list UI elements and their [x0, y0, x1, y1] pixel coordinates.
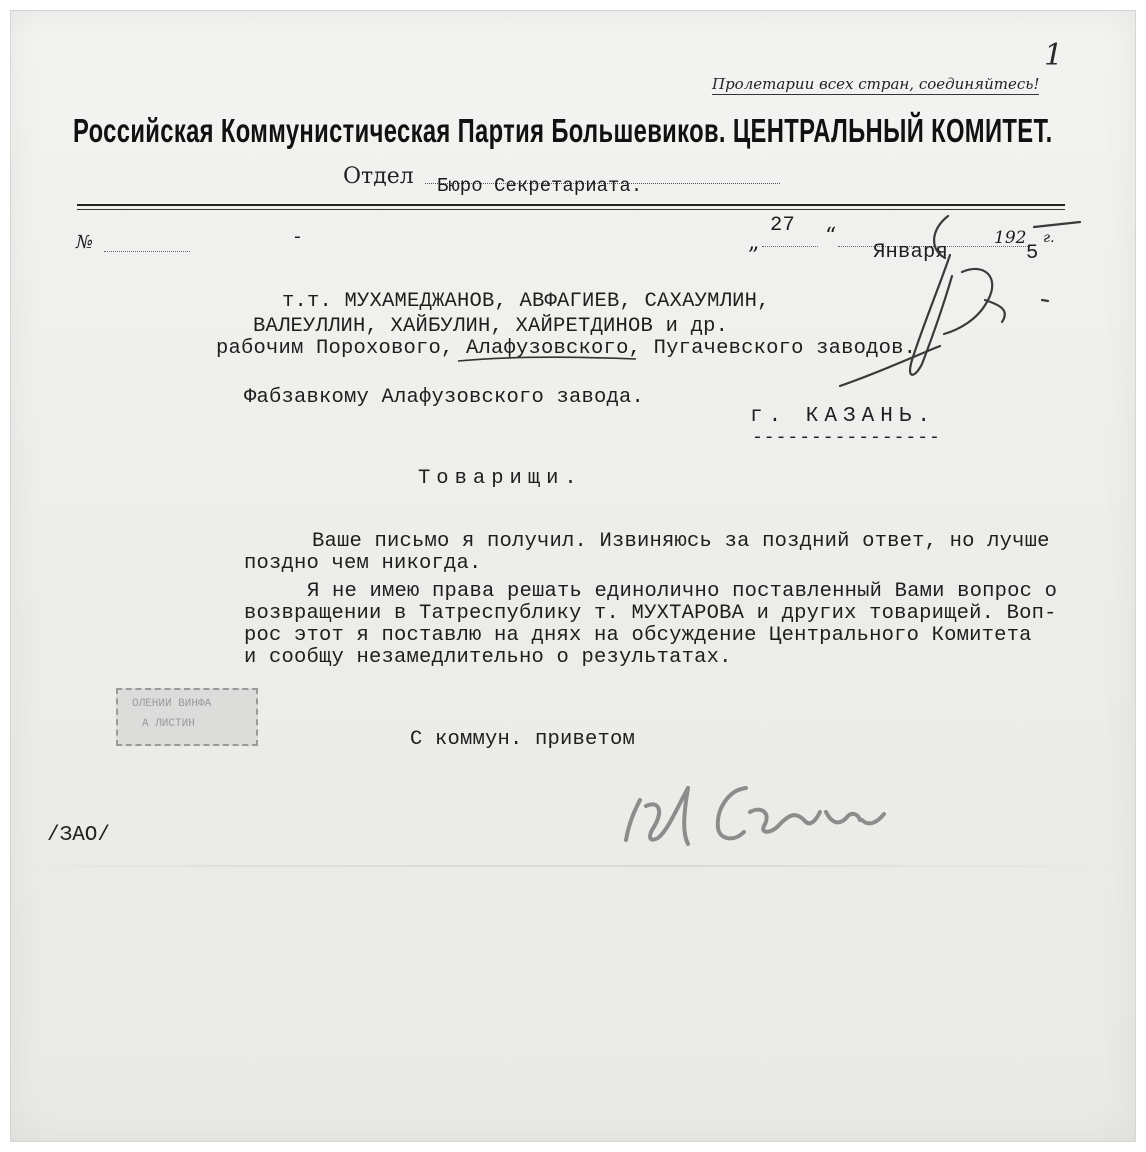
- filing-code: /ЗАО/: [47, 824, 111, 847]
- department-value: Бюро Секретариата.: [437, 175, 643, 197]
- addressee-line-3: рабочим Порохового, Алафузовского, Пугачевского заводов.: [216, 337, 917, 360]
- date-year-suffix: г.: [1043, 230, 1055, 246]
- stamp-line-1: ОЛЕНИИ ВИНФА: [132, 698, 212, 710]
- date-year-digit: 5: [1026, 242, 1039, 265]
- body-line: поздно чем никогда.: [244, 552, 482, 575]
- pencil-annotation-mark: [840, 216, 1080, 386]
- date-close-quote: “: [825, 224, 837, 249]
- body-line: и сообщу незамедлительно о результатах.: [244, 646, 732, 669]
- body-line: рос этот я поставлю на днях на обсуждение Центрального Комитета: [244, 624, 1032, 647]
- date-month: Января: [873, 241, 949, 264]
- addressee-city: г. КАЗАНЬ.: [750, 405, 937, 428]
- city-underline: ----------------: [752, 428, 941, 448]
- page-number: 1: [1044, 38, 1064, 73]
- addressee-line-1: т.т. МУХАМЕДЖАНОВ, АВФАГИЕВ, САХАУМЛИН,: [282, 290, 770, 313]
- organization-title: Российская Коммунистическая Партия Большевиков. ЦЕНТРАЛЬНЫЙ КОМИТЕТ.: [73, 112, 1053, 149]
- slogan: Пролетарии всех стран, соединяйтесь!: [712, 75, 1040, 93]
- body-line: возвращении в Татреспублику т. МУХТАРОВА и других товарищей. Воп-: [244, 602, 1057, 625]
- date-day: 27: [770, 214, 796, 237]
- signature: [626, 788, 884, 844]
- stamp-line-2: А ЛИСТИН: [142, 718, 195, 730]
- addressee-line-2: ВАЛЕУЛЛИН, ХАЙБУЛИН, ХАЙРЕТДИНОВ и др.: [253, 315, 729, 338]
- pencil-underline: [458, 357, 636, 361]
- closing-salutation: С коммун. приветом: [410, 728, 636, 751]
- body-line: Ваше письмо я получил. Извиняюсь за поздний ответ, но лучше: [312, 530, 1050, 553]
- department-label: Отдел: [343, 164, 414, 189]
- date-open-quote: „: [748, 230, 760, 255]
- greeting: Товарищи.: [418, 467, 583, 490]
- body-line: Я не имею права решать единолично поставленный Вами вопрос о: [307, 580, 1058, 603]
- addressee-line-4: Фабзавкому Алафузовского завода.: [244, 386, 645, 409]
- number-label: №: [76, 232, 94, 253]
- date-year-prefix: 192: [994, 228, 1027, 248]
- number-dash: -: [292, 228, 303, 248]
